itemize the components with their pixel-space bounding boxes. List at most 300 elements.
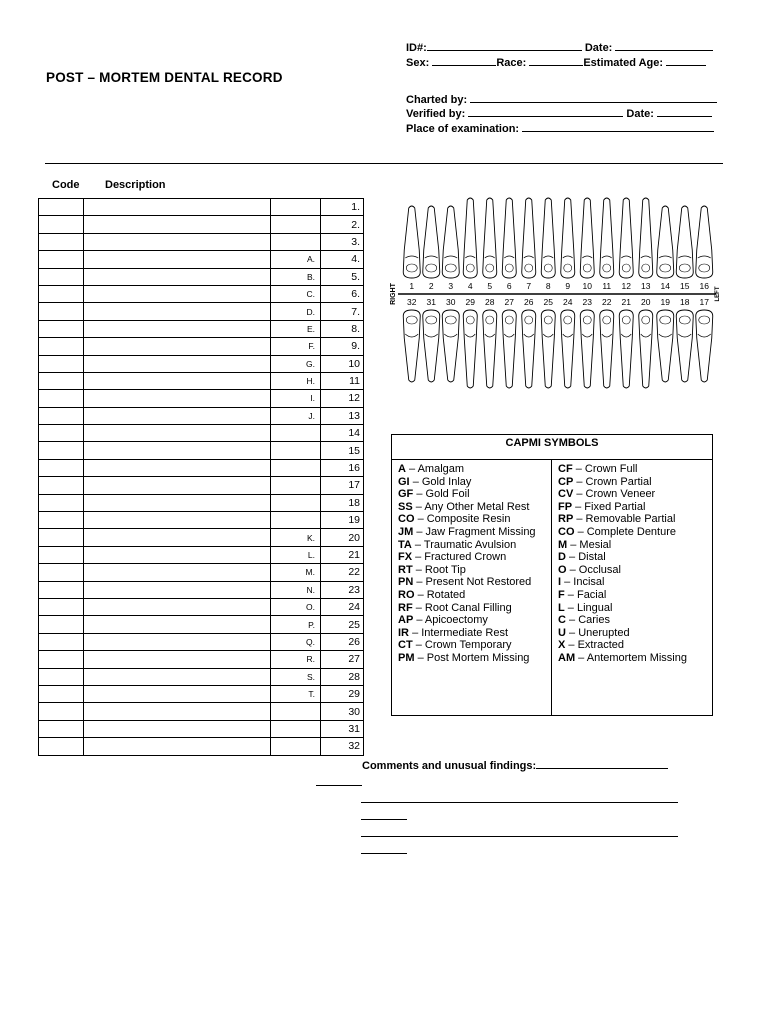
description-cell[interactable]	[84, 425, 271, 442]
description-cell[interactable]	[84, 459, 271, 476]
code-cell[interactable]	[39, 685, 84, 702]
capmi-description: – Root Tip	[415, 563, 466, 576]
capmi-entry	[398, 463, 551, 476]
capmi-entry	[558, 614, 708, 627]
verified-date-field[interactable]	[657, 106, 712, 117]
code-cell[interactable]	[39, 459, 84, 476]
description-cell[interactable]	[84, 251, 271, 268]
lower-tooth[interactable]	[676, 310, 693, 382]
code-cell[interactable]	[39, 720, 84, 737]
description-cell[interactable]	[84, 598, 271, 615]
code-cell[interactable]	[39, 355, 84, 372]
letter-cell: P.	[271, 616, 321, 633]
description-cell[interactable]	[84, 581, 271, 598]
capmi-code: F	[558, 588, 565, 601]
comment-line-1[interactable]	[316, 785, 362, 786]
capmi-code: SS	[398, 500, 413, 513]
capmi-entry	[398, 614, 551, 627]
tooth-number-cell: 32	[321, 738, 364, 755]
capmi-description: – Occlusal	[569, 563, 621, 576]
lower-tooth[interactable]	[442, 310, 459, 382]
letter-cell: D.	[271, 303, 321, 320]
code-cell[interactable]	[39, 233, 84, 250]
left-side-label: LEFT	[715, 286, 721, 302]
capmi-code: L	[558, 601, 565, 614]
lower-tooth[interactable]	[541, 310, 555, 388]
table-row	[39, 459, 364, 476]
sex-race-age-line	[406, 55, 706, 69]
code-cell[interactable]	[39, 285, 84, 302]
upper-tooth-number: 5	[487, 281, 493, 291]
capmi-code: IR	[398, 626, 409, 639]
description-cell[interactable]	[84, 494, 271, 511]
upper-tooth-number: 11	[602, 281, 612, 291]
upper-tooth[interactable]	[483, 198, 497, 278]
description-cell[interactable]	[84, 564, 271, 581]
description-cell[interactable]	[84, 320, 271, 337]
letter-cell: Q.	[271, 633, 321, 650]
capmi-code: CO	[558, 525, 575, 538]
capmi-code: PN	[398, 576, 414, 589]
capmi-code: GI	[398, 475, 410, 488]
capmi-code: O	[558, 563, 567, 576]
date-field[interactable]	[615, 40, 713, 51]
lower-tooth-number: 31	[426, 297, 436, 307]
capmi-entry	[558, 564, 708, 577]
description-cell[interactable]	[84, 738, 271, 755]
capmi-description: – Crown Temporary	[415, 639, 512, 652]
upper-teeth	[403, 198, 713, 278]
lower-tooth-number: 18	[680, 297, 690, 307]
code-cell[interactable]	[39, 320, 84, 337]
upper-tooth-number: 10	[582, 281, 592, 291]
tooth-number-cell: 22	[321, 564, 364, 581]
table-row	[39, 668, 364, 685]
capmi-code: FX	[398, 551, 413, 564]
capmi-entry	[398, 627, 551, 640]
upper-tooth-number: 9	[565, 281, 571, 291]
upper-tooth[interactable]	[619, 198, 633, 278]
code-cell[interactable]	[39, 546, 84, 563]
capmi-code: CO	[398, 513, 415, 526]
lower-tooth-number: 28	[485, 297, 495, 307]
tooth-number-cell: 18	[321, 494, 364, 511]
age-field[interactable]	[666, 55, 706, 66]
tooth-number-cell: 12	[321, 390, 364, 407]
table-row	[39, 703, 364, 720]
capmi-description: – Caries	[569, 614, 610, 627]
capmi-entry	[398, 564, 551, 577]
verified-field[interactable]	[468, 106, 623, 117]
capmi-code: PM	[398, 651, 415, 664]
tooth-number-cell: 13	[321, 407, 364, 424]
tooth-number-cell: 10	[321, 355, 364, 372]
description-cell[interactable]	[84, 338, 271, 355]
upper-tooth[interactable]	[541, 198, 555, 278]
race-label: Race:	[496, 57, 527, 69]
capmi-entry	[398, 501, 551, 514]
upper-tooth-number: 2	[428, 281, 434, 291]
table-row	[39, 372, 364, 389]
right-side-label: RIGHT	[390, 283, 397, 305]
description-cell[interactable]	[84, 651, 271, 668]
description-cell[interactable]	[84, 442, 271, 459]
capmi-description: – Complete Denture	[577, 525, 677, 538]
table-row	[39, 685, 364, 702]
code-cell[interactable]	[39, 372, 84, 389]
tooth-number-cell: 8.	[321, 320, 364, 337]
lower-tooth[interactable]	[580, 310, 594, 388]
lower-tooth[interactable]	[639, 310, 653, 388]
table-row	[39, 425, 364, 442]
letter-cell	[271, 233, 321, 250]
charted-label: Charted by:	[406, 94, 468, 106]
capmi-description: – Lingual	[567, 601, 613, 614]
table-row	[39, 564, 364, 581]
table-row	[39, 268, 364, 285]
capmi-entry	[398, 639, 551, 652]
letter-cell: J.	[271, 407, 321, 424]
code-cell[interactable]	[39, 564, 84, 581]
capmi-description: – Jaw Fragment Missing	[416, 525, 536, 538]
lower-tooth[interactable]	[483, 310, 497, 388]
age-label: Estimated Age:	[583, 57, 664, 69]
capmi-entry	[558, 652, 708, 665]
capmi-description: – Gold Inlay	[412, 475, 472, 488]
description-cell[interactable]	[84, 216, 271, 233]
table-row	[39, 320, 364, 337]
code-cell[interactable]	[39, 633, 84, 650]
id-label: ID#:	[406, 42, 427, 54]
letter-cell	[271, 199, 321, 216]
capmi-entry	[558, 551, 708, 564]
description-cell[interactable]	[84, 512, 271, 529]
capmi-code: RF	[398, 601, 413, 614]
table-row	[39, 338, 364, 355]
table-row	[39, 216, 364, 233]
lower-tooth-number: 19	[660, 297, 670, 307]
description-cell[interactable]	[84, 668, 271, 685]
letter-cell: R.	[271, 651, 321, 668]
code-cell[interactable]	[39, 268, 84, 285]
lower-tooth[interactable]	[619, 310, 633, 388]
letter-cell: E.	[271, 320, 321, 337]
tooth-number-cell: 3.	[321, 233, 364, 250]
description-cell[interactable]	[84, 285, 271, 302]
tooth-number-cell: 15	[321, 442, 364, 459]
description-cell[interactable]	[84, 268, 271, 285]
letter-cell	[271, 216, 321, 233]
lower-tooth[interactable]	[600, 310, 614, 388]
capmi-description: – Fixed Partial	[575, 500, 646, 513]
table-row	[39, 633, 364, 650]
comments-field[interactable]	[536, 758, 668, 769]
letter-cell: C.	[271, 285, 321, 302]
capmi-entry	[558, 539, 708, 552]
lower-tooth[interactable]	[657, 310, 674, 382]
capmi-code: A	[398, 463, 406, 475]
capmi-code: RT	[398, 563, 413, 576]
code-cell[interactable]	[39, 442, 84, 459]
capmi-entry	[558, 501, 708, 514]
capmi-description: – Post Mortem Missing	[417, 651, 530, 664]
upper-tooth[interactable]	[502, 198, 516, 278]
upper-tooth-number: 6	[506, 281, 512, 291]
code-cell[interactable]	[39, 598, 84, 615]
tooth-chart	[388, 192, 722, 394]
upper-tooth[interactable]	[657, 206, 674, 278]
lower-tooth[interactable]	[423, 310, 440, 382]
description-cell[interactable]	[84, 390, 271, 407]
tooth-number-cell: 4.	[321, 251, 364, 268]
tooth-record-table	[38, 198, 364, 756]
upper-tooth[interactable]	[423, 206, 440, 278]
letter-cell	[271, 494, 321, 511]
comment-line-2[interactable]	[361, 802, 678, 803]
lower-tooth-number: 29	[465, 297, 475, 307]
code-cell[interactable]	[39, 303, 84, 320]
comment-line-4[interactable]	[361, 836, 678, 837]
lower-tooth-number: 23	[582, 297, 592, 307]
capmi-code: GF	[398, 488, 414, 501]
description-cell[interactable]	[84, 372, 271, 389]
capmi-description: – Apicoectomy	[416, 614, 488, 627]
tooth-number-cell: 16	[321, 459, 364, 476]
letter-cell: F.	[271, 338, 321, 355]
upper-tooth-number: 15	[680, 281, 690, 291]
code-cell[interactable]	[39, 494, 84, 511]
capmi-code: X	[558, 639, 566, 652]
letter-cell: T.	[271, 685, 321, 702]
letter-cell: B.	[271, 268, 321, 285]
upper-tooth[interactable]	[522, 198, 536, 278]
capmi-code: CT	[398, 639, 413, 652]
capmi-description: – Traumatic Avulsion	[414, 538, 517, 551]
tooth-number-cell: 23	[321, 581, 364, 598]
capmi-entry	[398, 652, 551, 665]
lower-tooth[interactable]	[502, 310, 516, 388]
tooth-number-cell: 9.	[321, 338, 364, 355]
code-cell[interactable]	[39, 477, 84, 494]
upper-tooth[interactable]	[676, 206, 693, 278]
tooth-number-cell: 21	[321, 546, 364, 563]
place-line	[406, 121, 714, 135]
upper-tooth[interactable]	[463, 198, 477, 278]
letter-cell: K.	[271, 529, 321, 546]
description-cell[interactable]	[84, 633, 271, 650]
comments-label: Comments and unusual findings:	[362, 760, 537, 772]
upper-tooth-number: 1	[409, 281, 415, 291]
table-row	[39, 494, 364, 511]
lower-tooth[interactable]	[561, 310, 575, 388]
capmi-entry	[398, 526, 551, 539]
capmi-description: – Antemortem Missing	[578, 651, 687, 664]
lower-tooth[interactable]	[463, 310, 477, 388]
lower-teeth	[403, 310, 713, 388]
id-field[interactable]	[427, 40, 582, 51]
comment-line-3[interactable]	[361, 819, 407, 820]
place-field[interactable]	[522, 121, 714, 132]
tooth-number-cell: 2.	[321, 216, 364, 233]
capmi-code: AM	[558, 651, 576, 664]
charted-field[interactable]	[470, 92, 717, 103]
upper-tooth-number: 16	[699, 281, 709, 291]
upper-tooth[interactable]	[561, 198, 575, 278]
tooth-number-cell: 30	[321, 703, 364, 720]
code-cell[interactable]	[39, 425, 84, 442]
capmi-entry	[398, 488, 551, 501]
code-cell[interactable]	[39, 703, 84, 720]
letter-cell: N.	[271, 581, 321, 598]
upper-tooth[interactable]	[403, 206, 420, 278]
capmi-description: – Extracted	[568, 639, 625, 652]
table-row	[39, 442, 364, 459]
lower-tooth-numbers	[407, 297, 709, 307]
capmi-left-column	[392, 460, 552, 715]
race-field[interactable]	[529, 55, 583, 66]
tooth-number-cell: 29	[321, 685, 364, 702]
capmi-description: – Removable Partial	[576, 513, 676, 526]
charted-line	[406, 92, 717, 106]
table-row	[39, 616, 364, 633]
upper-tooth-number: 3	[448, 281, 454, 291]
capmi-entry	[558, 513, 708, 526]
description-cell[interactable]	[84, 720, 271, 737]
capmi-description: – Crown Veneer	[576, 488, 656, 501]
id-date-line	[406, 40, 713, 54]
code-cell[interactable]	[39, 651, 84, 668]
date-label: Date:	[584, 42, 613, 54]
table-row	[39, 738, 364, 755]
capmi-description: – Rotated	[417, 588, 466, 601]
code-cell[interactable]	[39, 512, 84, 529]
lower-tooth-number: 17	[699, 297, 709, 307]
capmi-code: CP	[558, 475, 574, 488]
table-row	[39, 355, 364, 372]
lower-tooth[interactable]	[696, 310, 713, 382]
upper-tooth[interactable]	[639, 198, 653, 278]
capmi-entry	[558, 476, 708, 489]
code-cell[interactable]	[39, 251, 84, 268]
sex-field[interactable]	[432, 55, 496, 66]
comments-line	[362, 758, 668, 772]
capmi-code: RP	[558, 513, 574, 526]
code-cell[interactable]	[39, 668, 84, 685]
tooth-number-cell: 5.	[321, 268, 364, 285]
capmi-description: – Mesial	[570, 538, 612, 551]
upper-tooth-number: 4	[467, 281, 473, 291]
code-cell[interactable]	[39, 616, 84, 633]
description-cell[interactable]	[84, 407, 271, 424]
description-cell[interactable]	[84, 477, 271, 494]
capmi-entry	[398, 602, 551, 615]
description-cell[interactable]	[84, 529, 271, 546]
capmi-entry	[398, 589, 551, 602]
header-divider	[45, 163, 723, 164]
letter-cell	[271, 720, 321, 737]
upper-tooth[interactable]	[600, 198, 614, 278]
letter-cell: S.	[271, 668, 321, 685]
code-cell[interactable]	[39, 529, 84, 546]
code-cell[interactable]	[39, 581, 84, 598]
capmi-description: – Incisal	[564, 576, 605, 589]
letter-cell	[271, 442, 321, 459]
table-row	[39, 199, 364, 216]
letter-cell	[271, 425, 321, 442]
description-cell[interactable]	[84, 546, 271, 563]
description-cell[interactable]	[84, 233, 271, 250]
description-cell[interactable]	[84, 199, 271, 216]
capmi-description: – Intermediate Rest	[412, 626, 509, 639]
lower-tooth[interactable]	[522, 310, 536, 388]
tooth-number-cell: 14	[321, 425, 364, 442]
code-column-header: Code	[52, 179, 80, 191]
code-cell[interactable]	[39, 216, 84, 233]
letter-cell	[271, 459, 321, 476]
upper-tooth-number: 14	[660, 281, 670, 291]
description-cell[interactable]	[84, 703, 271, 720]
description-cell[interactable]	[84, 355, 271, 372]
letter-cell: I.	[271, 390, 321, 407]
capmi-description: – Composite Resin	[417, 513, 511, 526]
capmi-code: D	[558, 551, 566, 564]
upper-tooth-numbers	[409, 281, 709, 291]
upper-tooth[interactable]	[696, 206, 713, 278]
capmi-code: U	[558, 626, 566, 639]
tooth-number-cell: 24	[321, 598, 364, 615]
code-cell[interactable]	[39, 407, 84, 424]
capmi-description: – Fractured Crown	[415, 551, 507, 564]
description-cell[interactable]	[84, 303, 271, 320]
code-cell[interactable]	[39, 390, 84, 407]
tooth-number-cell: 1.	[321, 199, 364, 216]
table-row	[39, 477, 364, 494]
code-cell[interactable]	[39, 338, 84, 355]
comment-line-5[interactable]	[361, 853, 407, 854]
letter-cell: M.	[271, 564, 321, 581]
capmi-code: AP	[398, 614, 414, 627]
place-label: Place of examination:	[406, 123, 520, 135]
letter-cell	[271, 703, 321, 720]
capmi-entry	[558, 639, 708, 652]
tooth-number-cell: 6.	[321, 285, 364, 302]
table-row	[39, 407, 364, 424]
letter-cell: H.	[271, 372, 321, 389]
description-cell[interactable]	[84, 616, 271, 633]
lower-tooth[interactable]	[403, 310, 420, 382]
code-cell[interactable]	[39, 738, 84, 755]
capmi-code: CF	[558, 463, 573, 475]
upper-tooth[interactable]	[442, 206, 459, 278]
table-row	[39, 651, 364, 668]
verified-line	[406, 106, 712, 120]
code-cell[interactable]	[39, 199, 84, 216]
description-cell[interactable]	[84, 685, 271, 702]
capmi-code: JM	[398, 525, 414, 538]
capmi-entry	[558, 576, 708, 589]
table-row	[39, 303, 364, 320]
capmi-entry	[398, 551, 551, 564]
capmi-description: – Amalgam	[409, 463, 465, 475]
capmi-symbols-box	[391, 434, 713, 716]
upper-tooth[interactable]	[580, 198, 594, 278]
table-row	[39, 546, 364, 563]
table-row	[39, 390, 364, 407]
lower-tooth-number: 26	[524, 297, 534, 307]
capmi-description: – Present Not Restored	[416, 576, 532, 589]
upper-tooth-number: 7	[526, 281, 532, 291]
capmi-entry	[558, 602, 708, 615]
